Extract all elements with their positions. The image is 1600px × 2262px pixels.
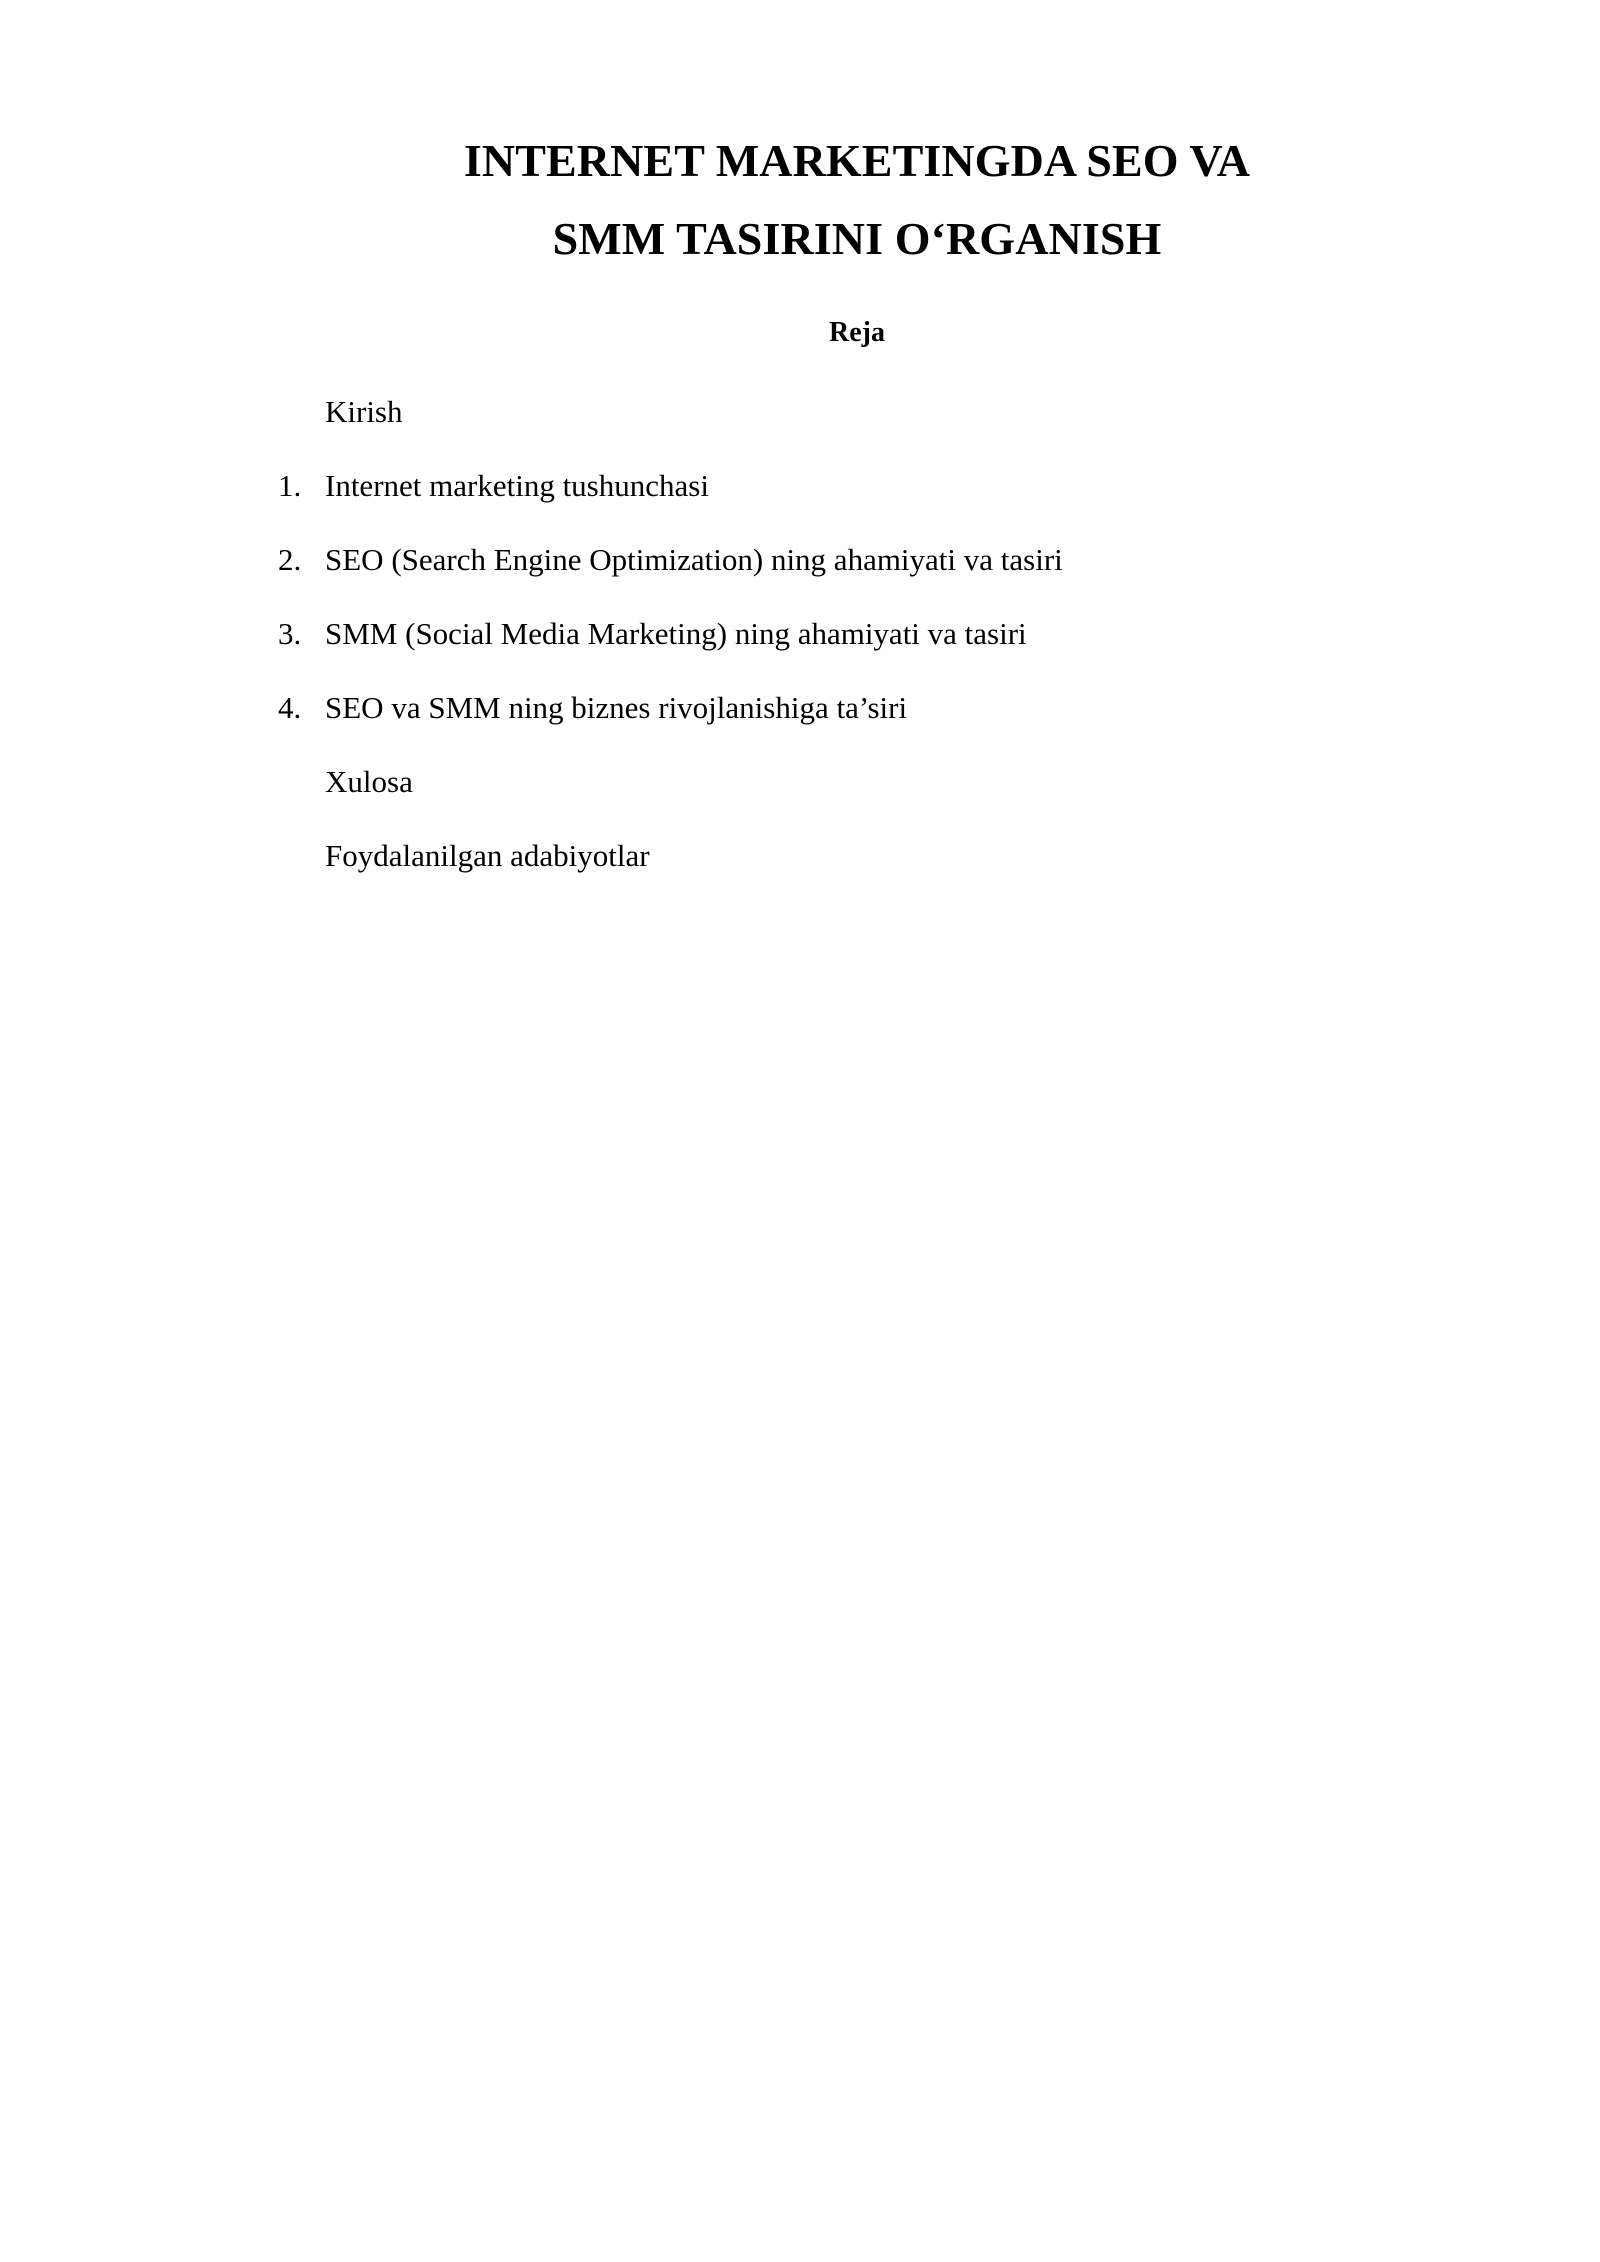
list-item [278, 394, 1436, 468]
page-title-line-1: INTERNET MARKETINGDA SEO VA [463, 135, 1251, 186]
section-heading-reja: Reja [829, 317, 885, 348]
list-item-label: SEO (Search Engine Optimization) ning ahamiyati va tasiri [325, 542, 1063, 577]
heading-to-outline-spacer [278, 350, 1436, 394]
title-to-heading-spacer [278, 278, 1436, 316]
list-item-marker: 4. [278, 690, 302, 725]
list-item-label: Foydalanilgan adabiyotlar [325, 838, 650, 873]
list-item [278, 690, 1436, 764]
list-item-label: Xulosa [325, 764, 413, 799]
page-title [278, 122, 1436, 278]
list-item-marker: 1. [278, 468, 302, 503]
list-item [278, 616, 1436, 690]
outline-list [278, 394, 1436, 912]
list-item-label: Kirish [325, 394, 403, 429]
list-item-label: Internet marketing tushunchasi [325, 468, 709, 503]
list-item-label: SMM (Social Media Marketing) ning ahamiyati va tasiri [325, 616, 1027, 651]
page-title-line-2: SMM TASIRINI O‘RGANISH [552, 213, 1162, 264]
list-item [278, 542, 1436, 616]
list-item [278, 838, 1436, 912]
title-top-spacer [278, 0, 1436, 122]
list-item-marker: 3. [278, 616, 302, 651]
document-content-column [278, 0, 1436, 912]
list-item [278, 468, 1436, 542]
list-item [278, 764, 1436, 838]
list-item-marker: 2. [278, 542, 302, 577]
list-item-label: SEO va SMM ning biznes rivojlanishiga ta’siri [325, 690, 908, 725]
